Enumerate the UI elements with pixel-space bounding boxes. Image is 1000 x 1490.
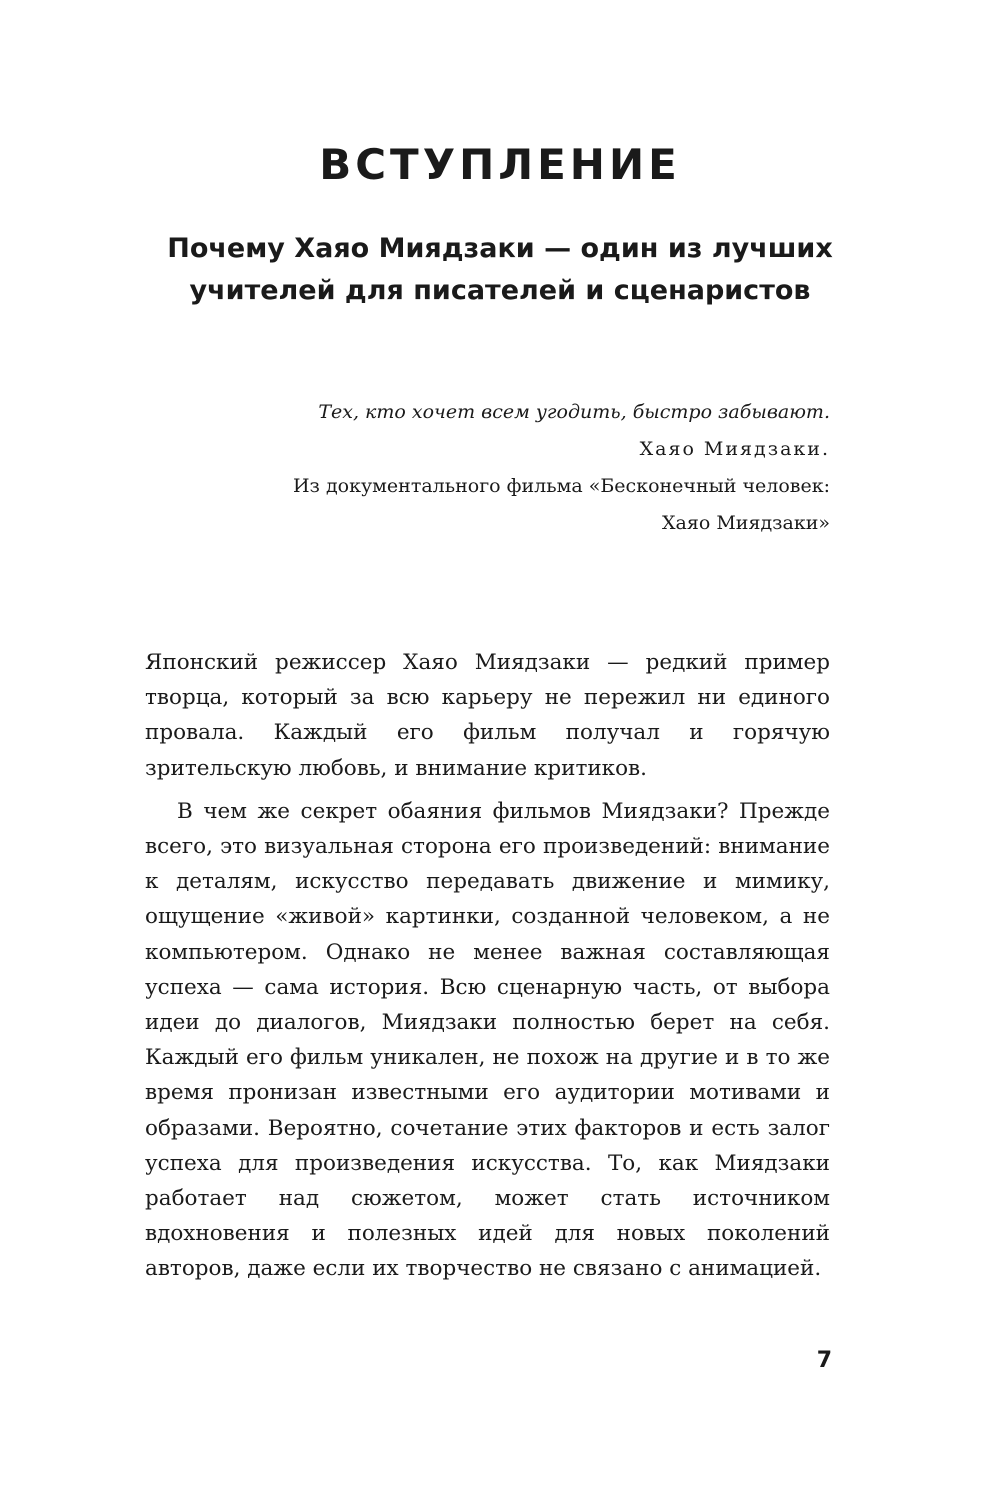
body-text [145, 645, 830, 1287]
paragraph-2: В чем же секрет обаяния фильмов Миядзаки? Прежде всего, это визуальная сторона его произведений: внимание к деталям, искусство передавать движение и мимику, ощущение «живой» картинки, созданной человеком, а не компьютером. Однако не менее важная составляющая успеха — сама история. Всю сценарную часть, от выбора идеи до диалогов, Миядзаки полностью берет на себя. Каждый его фильм уникален, не похож на другие и в то же время пронизан известными его аудитории мотивами и образами. Вероятно, сочетание этих факторов и есть залог успеха для произведения искусства. То, как Миядзаки работает над сюжетом, может стать источником вдохновения и полезных идей для новых поколений авторов, даже если их творчество не связано с анимацией. [145, 798, 830, 1282]
chapter-subtitle [140, 228, 860, 312]
epigraph [230, 394, 830, 542]
paragraph-1: Японский режиссер Хаяо Миядзаки — редкий пример творца, который за всю карьеру не пережил ни единого провала. Каждый его фильм получал и горячую зрительскую любовь, и внимание критиков. [145, 650, 830, 781]
epigraph-source-line-1: Из документального фильма «Бесконечный человек: [292, 475, 830, 497]
subtitle-line-2: учителей для писателей и сценаристов [189, 275, 811, 306]
epigraph-author: Хаяо Миядзаки. [639, 438, 830, 460]
subtitle-line-1: Почему Хаяо Миядзаки — один из лучших [167, 233, 833, 264]
epigraph-quote: Тех, кто хочет всем угодить, быстро забывают. [318, 401, 830, 423]
page-number: 7 [816, 1348, 832, 1373]
epigraph-source-line-2: Хаяо Миядзаки» [662, 512, 830, 534]
chapter-title: ВСТУПЛЕНИЕ [319, 140, 681, 189]
